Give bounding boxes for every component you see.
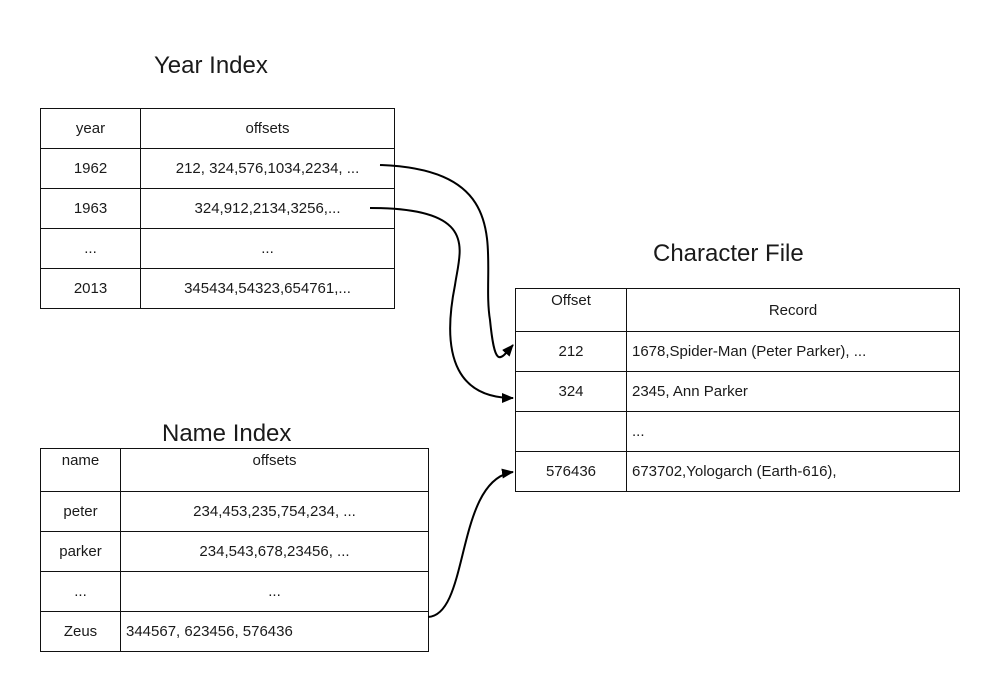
table-row	[516, 332, 960, 372]
offsets-cell: ...	[141, 229, 395, 269]
table-row	[516, 372, 960, 412]
table-row	[41, 612, 429, 652]
table-row	[41, 269, 395, 309]
record-cell: ...	[627, 412, 960, 452]
name-cell: Zeus	[41, 612, 121, 652]
name-index-table	[40, 448, 429, 652]
offsets-cell: ...	[121, 572, 429, 612]
offsets-cell: 344567, 623456, 576436	[121, 612, 429, 652]
column-header-name: name	[41, 449, 121, 492]
table-header-row	[516, 289, 960, 332]
offset-cell: 212	[516, 332, 627, 372]
year-index-title: Year Index	[154, 52, 268, 79]
column-header-offset: Offset	[516, 289, 627, 332]
offsets-cell: 324,912,2134,3256,...	[141, 189, 395, 229]
offset-cell: 576436	[516, 452, 627, 492]
table-row	[41, 532, 429, 572]
year-cell: 2013	[41, 269, 141, 309]
table-header-row	[41, 449, 429, 492]
arrow-zeus-to-576436	[428, 472, 513, 617]
table-row	[516, 412, 960, 452]
column-header-offsets: offsets	[121, 449, 429, 492]
table-row	[41, 492, 429, 532]
table-row	[516, 452, 960, 492]
offset-cell: 324	[516, 372, 627, 412]
arrow-1962-to-212	[380, 165, 513, 357]
offsets-cell: 234,453,235,754,234, ...	[121, 492, 429, 532]
character-file-title: Character File	[653, 240, 804, 267]
name-cell: peter	[41, 492, 121, 532]
name-cell: ...	[41, 572, 121, 612]
offsets-cell: 212, 324,576,1034,2234, ...	[141, 149, 395, 189]
year-cell: ...	[41, 229, 141, 269]
offsets-cell: 234,543,678,23456, ...	[121, 532, 429, 572]
offset-cell	[516, 412, 627, 452]
table-row	[41, 189, 395, 229]
year-cell: 1963	[41, 189, 141, 229]
year-cell: 1962	[41, 149, 141, 189]
name-cell: parker	[41, 532, 121, 572]
record-cell: 2345, Ann Parker	[627, 372, 960, 412]
column-header-year: year	[41, 109, 141, 149]
record-cell: 1678,Spider-Man (Peter Parker), ...	[627, 332, 960, 372]
table-row	[41, 229, 395, 269]
table-header-row	[41, 109, 395, 149]
offsets-cell: 345434,54323,654761,...	[141, 269, 395, 309]
column-header-record: Record	[627, 289, 960, 332]
record-cell: 673702,Yologarch (Earth-616),	[627, 452, 960, 492]
character-file-table	[515, 288, 960, 492]
table-row	[41, 572, 429, 612]
year-index-table	[40, 108, 395, 309]
name-index-title: Name Index	[162, 420, 292, 447]
table-row	[41, 149, 395, 189]
column-header-offsets: offsets	[141, 109, 395, 149]
